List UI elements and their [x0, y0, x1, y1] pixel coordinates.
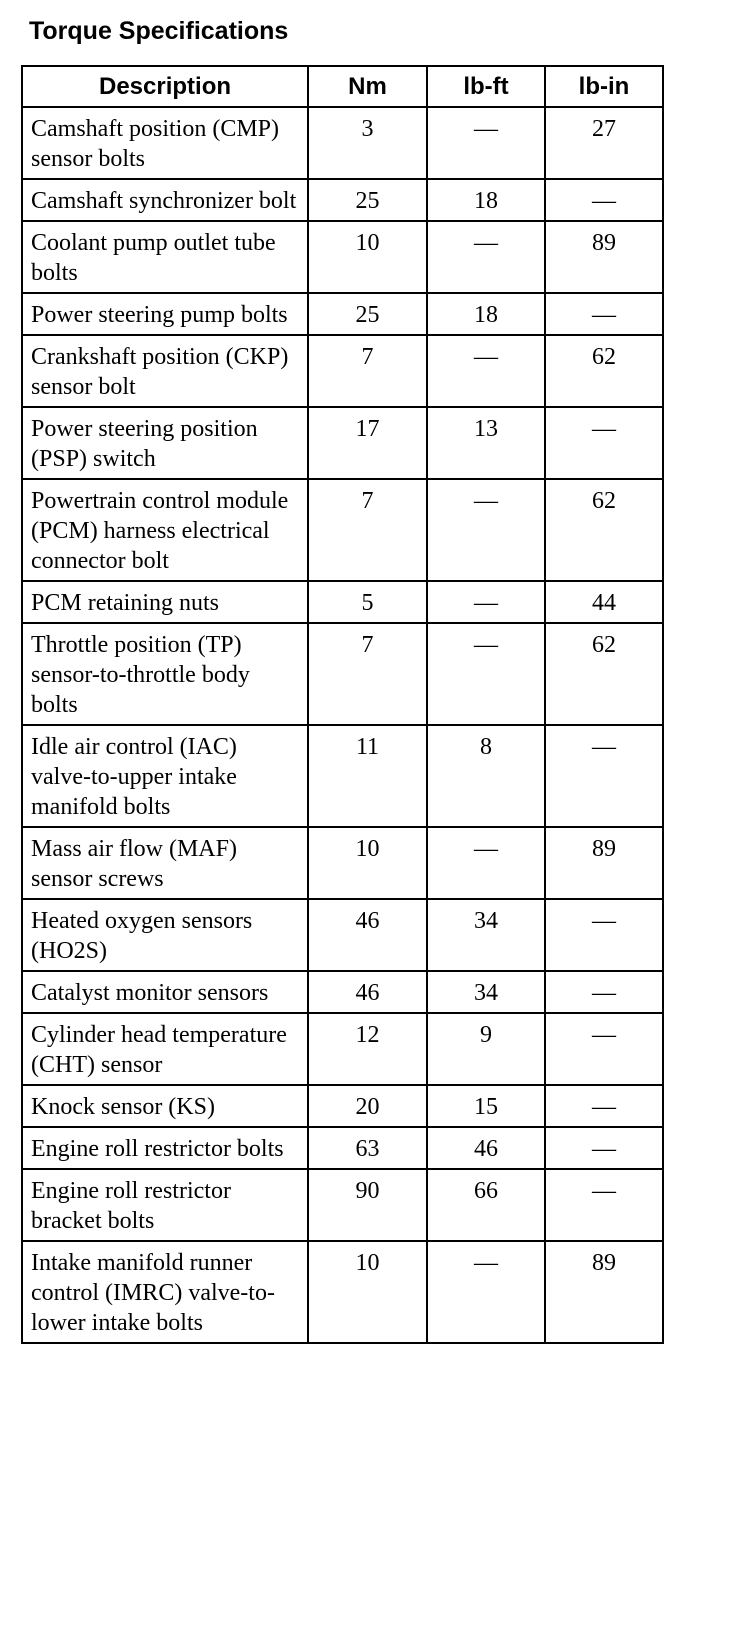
- cell-description: Power steering position (PSP) switch: [22, 407, 308, 479]
- cell-lb-ft: —: [427, 827, 545, 899]
- cell-lb-in: 62: [545, 479, 663, 581]
- cell-description: Engine roll restrictor bracket bolts: [22, 1169, 308, 1241]
- cell-lb-in: —: [545, 1127, 663, 1169]
- table-row: [22, 1127, 663, 1169]
- cell-description: Camshaft position (CMP) sensor bolts: [22, 107, 308, 179]
- table-row: [22, 293, 663, 335]
- cell-lb-ft: 18: [427, 293, 545, 335]
- cell-nm: 25: [308, 293, 427, 335]
- cell-nm: 63: [308, 1127, 427, 1169]
- table-row: [22, 179, 663, 221]
- cell-lb-ft: 13: [427, 407, 545, 479]
- cell-lb-in: 89: [545, 827, 663, 899]
- cell-nm: 12: [308, 1013, 427, 1085]
- cell-description: Power steering pump bolts: [22, 293, 308, 335]
- table-row: [22, 1169, 663, 1241]
- cell-lb-in: —: [545, 179, 663, 221]
- header-row: [22, 66, 663, 107]
- cell-lb-in: 62: [545, 623, 663, 725]
- cell-description: Throttle position (TP) sensor-to-throttle body bolts: [22, 623, 308, 725]
- cell-description: Mass air flow (MAF) sensor screws: [22, 827, 308, 899]
- header-lb-ft: lb-ft: [427, 66, 545, 107]
- cell-nm: 10: [308, 221, 427, 293]
- table-row: [22, 221, 663, 293]
- table-row: [22, 827, 663, 899]
- cell-description: PCM retaining nuts: [22, 581, 308, 623]
- cell-lb-ft: 8: [427, 725, 545, 827]
- cell-lb-in: —: [545, 293, 663, 335]
- cell-lb-in: —: [545, 971, 663, 1013]
- cell-description: Heated oxygen sensors (HO2S): [22, 899, 308, 971]
- cell-nm: 20: [308, 1085, 427, 1127]
- cell-nm: 7: [308, 479, 427, 581]
- cell-lb-ft: 46: [427, 1127, 545, 1169]
- cell-lb-in: —: [545, 1013, 663, 1085]
- cell-lb-ft: 34: [427, 971, 545, 1013]
- page-title: Torque Specifications: [29, 17, 289, 45]
- cell-lb-ft: 18: [427, 179, 545, 221]
- table-row: [22, 1241, 663, 1343]
- table-row: [22, 1085, 663, 1127]
- table-row: [22, 725, 663, 827]
- cell-description: Catalyst monitor sensors: [22, 971, 308, 1013]
- cell-description: Intake manifold runner control (IMRC) valve-to-lower intake bolts: [22, 1241, 308, 1343]
- cell-lb-in: —: [545, 407, 663, 479]
- cell-lb-in: 89: [545, 221, 663, 293]
- cell-nm: 46: [308, 899, 427, 971]
- cell-description: Crankshaft position (CKP) sensor bolt: [22, 335, 308, 407]
- cell-nm: 25: [308, 179, 427, 221]
- table-header: [22, 66, 663, 107]
- table-row: [22, 407, 663, 479]
- cell-lb-ft: —: [427, 581, 545, 623]
- cell-lb-ft: —: [427, 335, 545, 407]
- table-row: [22, 581, 663, 623]
- cell-lb-in: 27: [545, 107, 663, 179]
- cell-lb-in: 62: [545, 335, 663, 407]
- table-row: [22, 479, 663, 581]
- cell-nm: 46: [308, 971, 427, 1013]
- cell-description: Knock sensor (KS): [22, 1085, 308, 1127]
- table-row: [22, 623, 663, 725]
- cell-lb-ft: 34: [427, 899, 545, 971]
- table-body: [22, 107, 663, 1343]
- cell-description: Coolant pump outlet tube bolts: [22, 221, 308, 293]
- cell-lb-in: —: [545, 1169, 663, 1241]
- cell-description: Idle air control (IAC) valve-to-upper intake manifold bolts: [22, 725, 308, 827]
- cell-nm: 90: [308, 1169, 427, 1241]
- cell-lb-in: —: [545, 899, 663, 971]
- cell-nm: 10: [308, 1241, 427, 1343]
- cell-lb-ft: 15: [427, 1085, 545, 1127]
- cell-lb-ft: —: [427, 107, 545, 179]
- header-nm: Nm: [308, 66, 427, 107]
- table-row: [22, 899, 663, 971]
- table-row: [22, 107, 663, 179]
- header-lb-in: lb-in: [545, 66, 663, 107]
- cell-lb-ft: —: [427, 221, 545, 293]
- cell-nm: 7: [308, 623, 427, 725]
- cell-lb-ft: —: [427, 1241, 545, 1343]
- cell-description: Cylinder head temperature (CHT) sensor: [22, 1013, 308, 1085]
- cell-nm: 7: [308, 335, 427, 407]
- table-row: [22, 1013, 663, 1085]
- cell-description: Powertrain control module (PCM) harness electrical connector bolt: [22, 479, 308, 581]
- header-description: Description: [22, 66, 308, 107]
- cell-lb-in: 44: [545, 581, 663, 623]
- cell-nm: 10: [308, 827, 427, 899]
- cell-lb-in: —: [545, 725, 663, 827]
- cell-lb-in: —: [545, 1085, 663, 1127]
- cell-lb-ft: 66: [427, 1169, 545, 1241]
- cell-lb-ft: —: [427, 479, 545, 581]
- cell-nm: 5: [308, 581, 427, 623]
- cell-nm: 11: [308, 725, 427, 827]
- cell-nm: 17: [308, 407, 427, 479]
- cell-description: Engine roll restrictor bolts: [22, 1127, 308, 1169]
- cell-lb-ft: 9: [427, 1013, 545, 1085]
- cell-nm: 3: [308, 107, 427, 179]
- cell-description: Camshaft synchronizer bolt: [22, 179, 308, 221]
- cell-lb-ft: —: [427, 623, 545, 725]
- table-row: [22, 971, 663, 1013]
- table-row: [22, 335, 663, 407]
- cell-lb-in: 89: [545, 1241, 663, 1343]
- torque-spec-table: [21, 65, 664, 1344]
